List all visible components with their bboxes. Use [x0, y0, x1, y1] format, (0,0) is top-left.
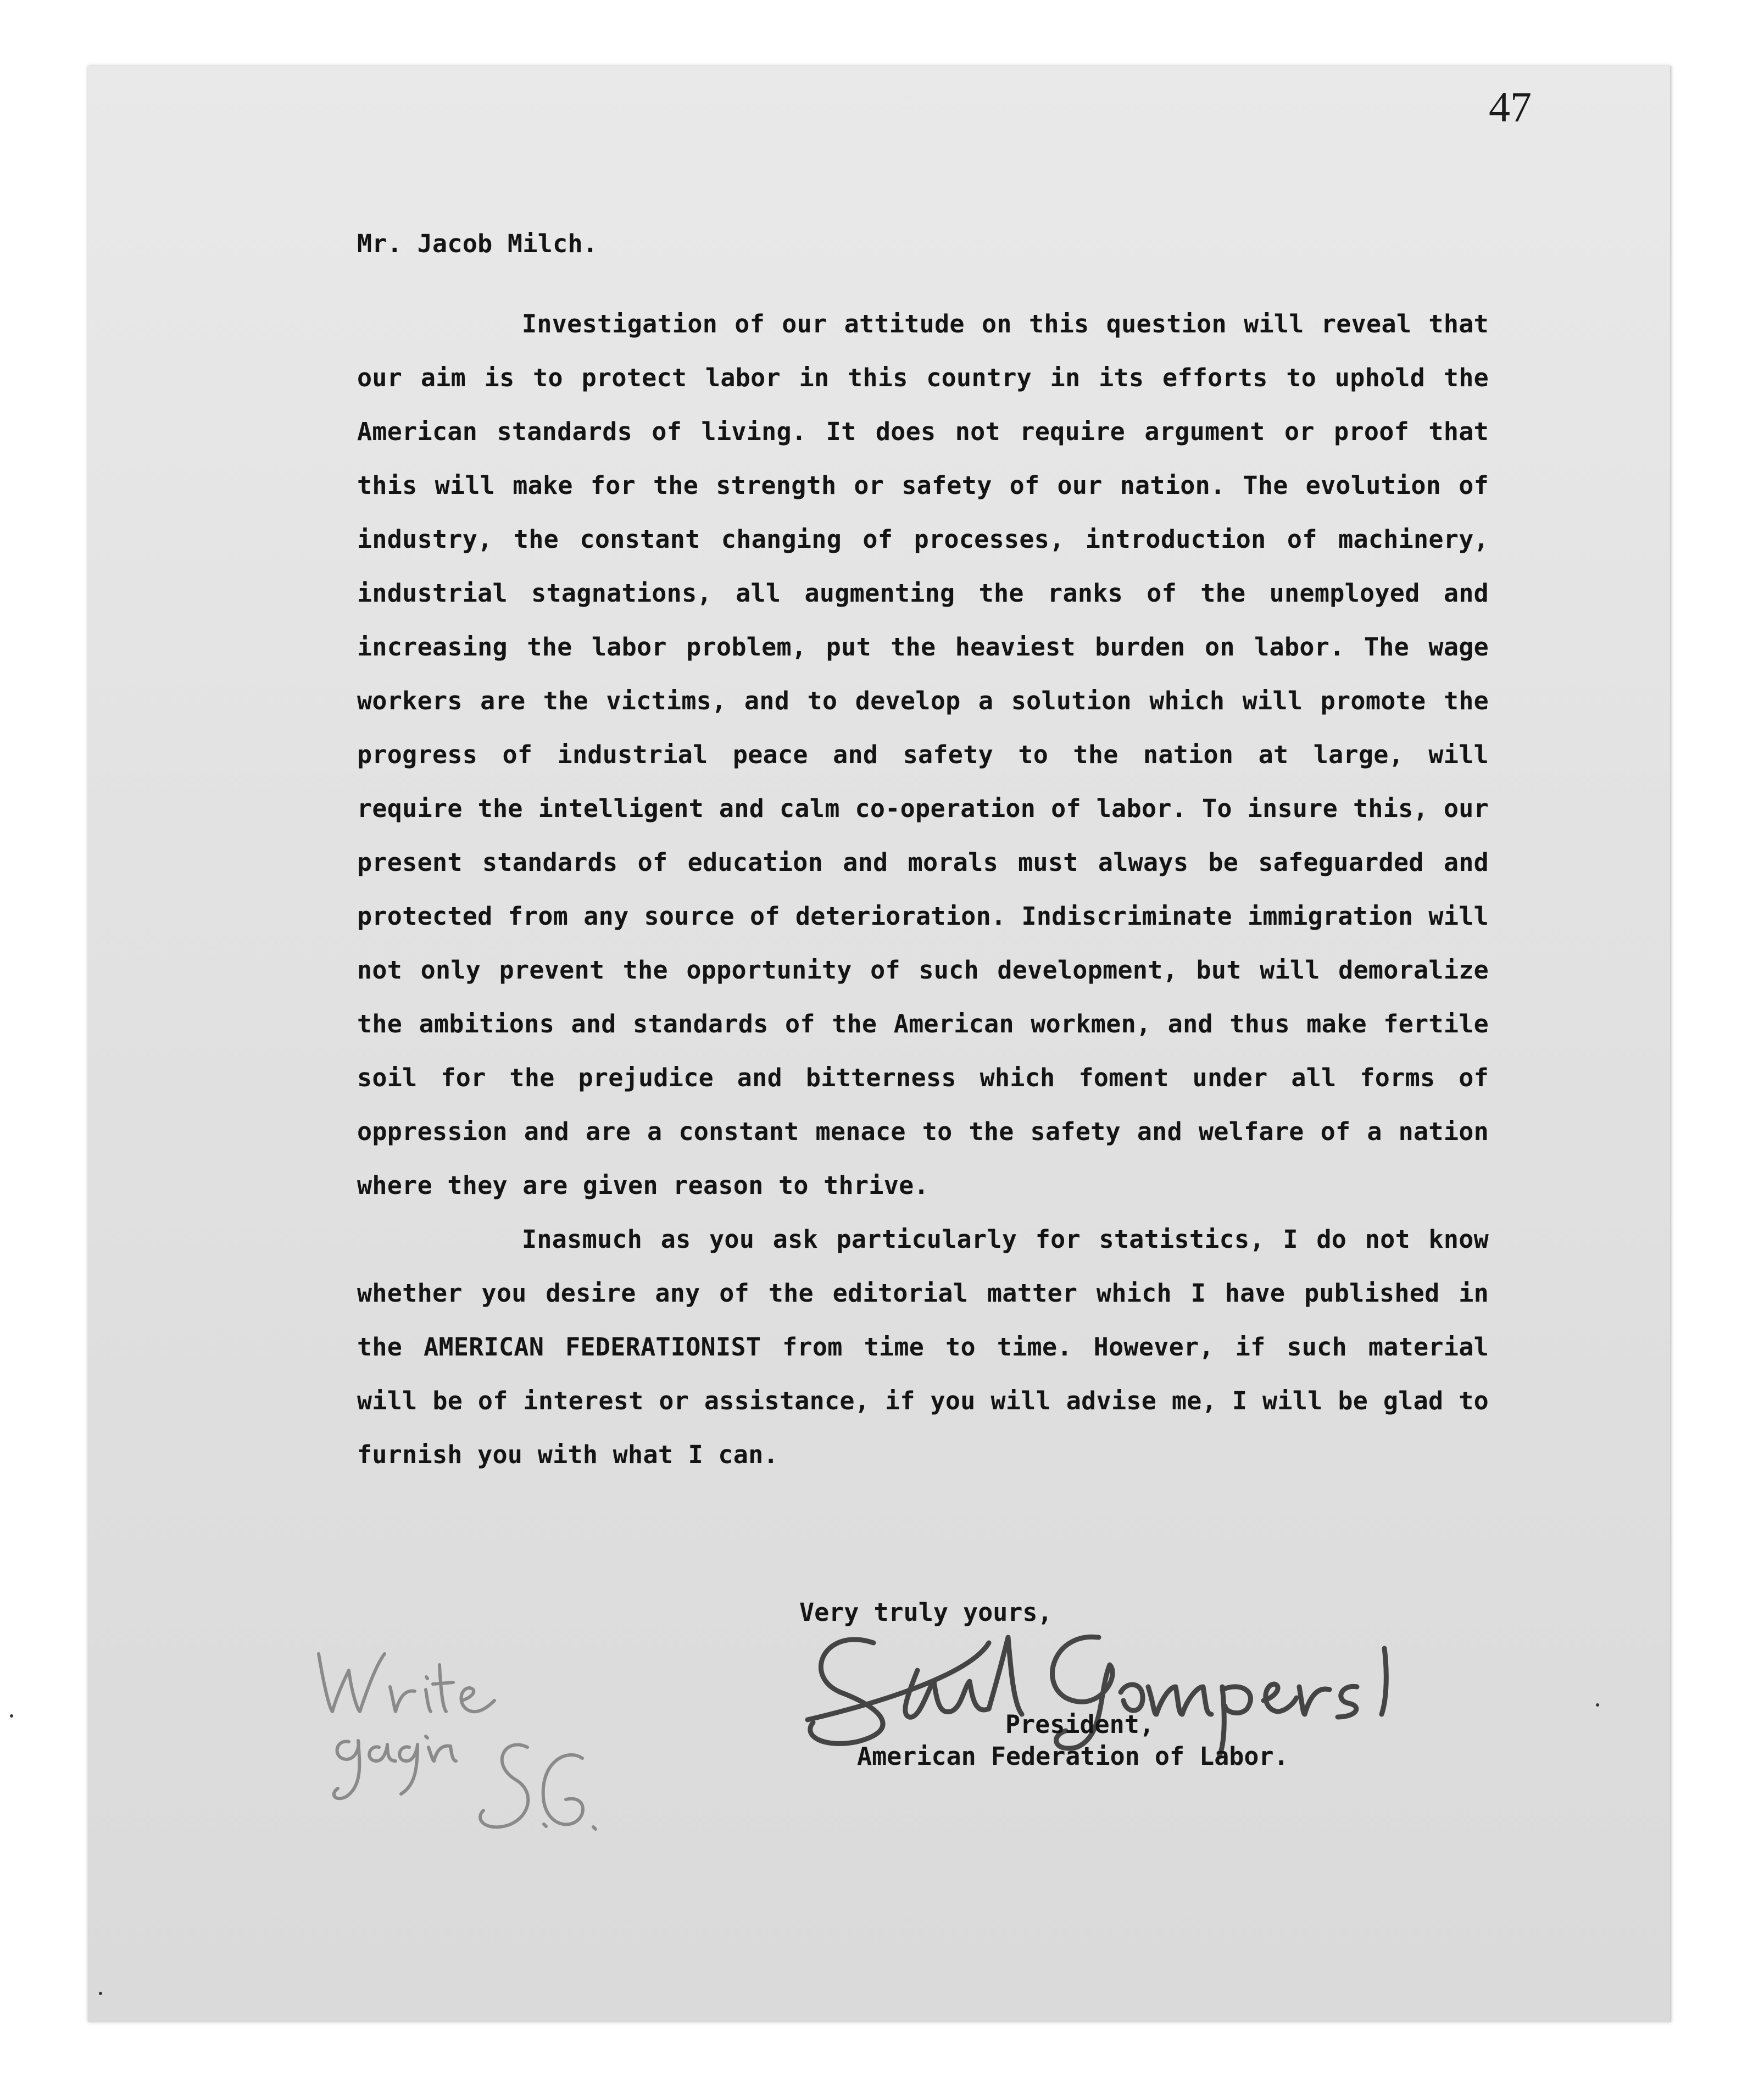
speck [1596, 1703, 1599, 1707]
signer-title: President, [1005, 1710, 1154, 1739]
paragraph-2: Inasmuch as you ask particularly for statistics, I do not know whether you desire any of the editorial matter which I have published in the AMERICAN FEDERATIONIST from time to time. However, if such material will be of interest or assistance, if you will advise me, I will be glad to furnish you with what I can. [357, 1225, 1489, 1469]
speck [99, 1992, 102, 1995]
salutation: Mr. Jacob Milch. [357, 229, 598, 258]
signer-organization: American Federation of Labor. [857, 1742, 1289, 1771]
closing: Very truly yours, [799, 1598, 1053, 1627]
letter-body [357, 217, 1489, 1482]
handwritten-note-image [308, 1637, 615, 1868]
handwritten-note-words [0, 0, 1, 1]
speck [10, 1714, 13, 1718]
page-number: 47 [1489, 83, 1532, 131]
paragraph-1: Investigation of our attitude on this question will reveal that our aim is to protect labor in this country in its efforts to uphold the American standards of living. It does not require argument or proof that this will make for the strength or safety of our nation. The evolution of industry, the constant changing of processes, introduction of machinery, industrial stagnations, all augmenting the ranks of the unemployed and increasing the labor problem, put the heaviest burden on labor. The wage workers are the victims, and to develop a solution which will promote the progress of industrial peace and safety to the nation at large, will require the intelligent and calm co-operation of labor. To insure this, our present standards of education and morals must always be safeguarded and protected from any source of deterioration. Indiscriminate immigration will not only prevent the opportunity of such development, but will demoralize the ambitions and standards of the American workmen, and thus make fertile soil for the prejudice and bitterness which foment under all forms of oppression and are a constant menace to the safety and welfare of a nation where they are given reason to thrive. [357, 309, 1489, 1200]
signature-title-block [857, 1709, 1289, 1773]
